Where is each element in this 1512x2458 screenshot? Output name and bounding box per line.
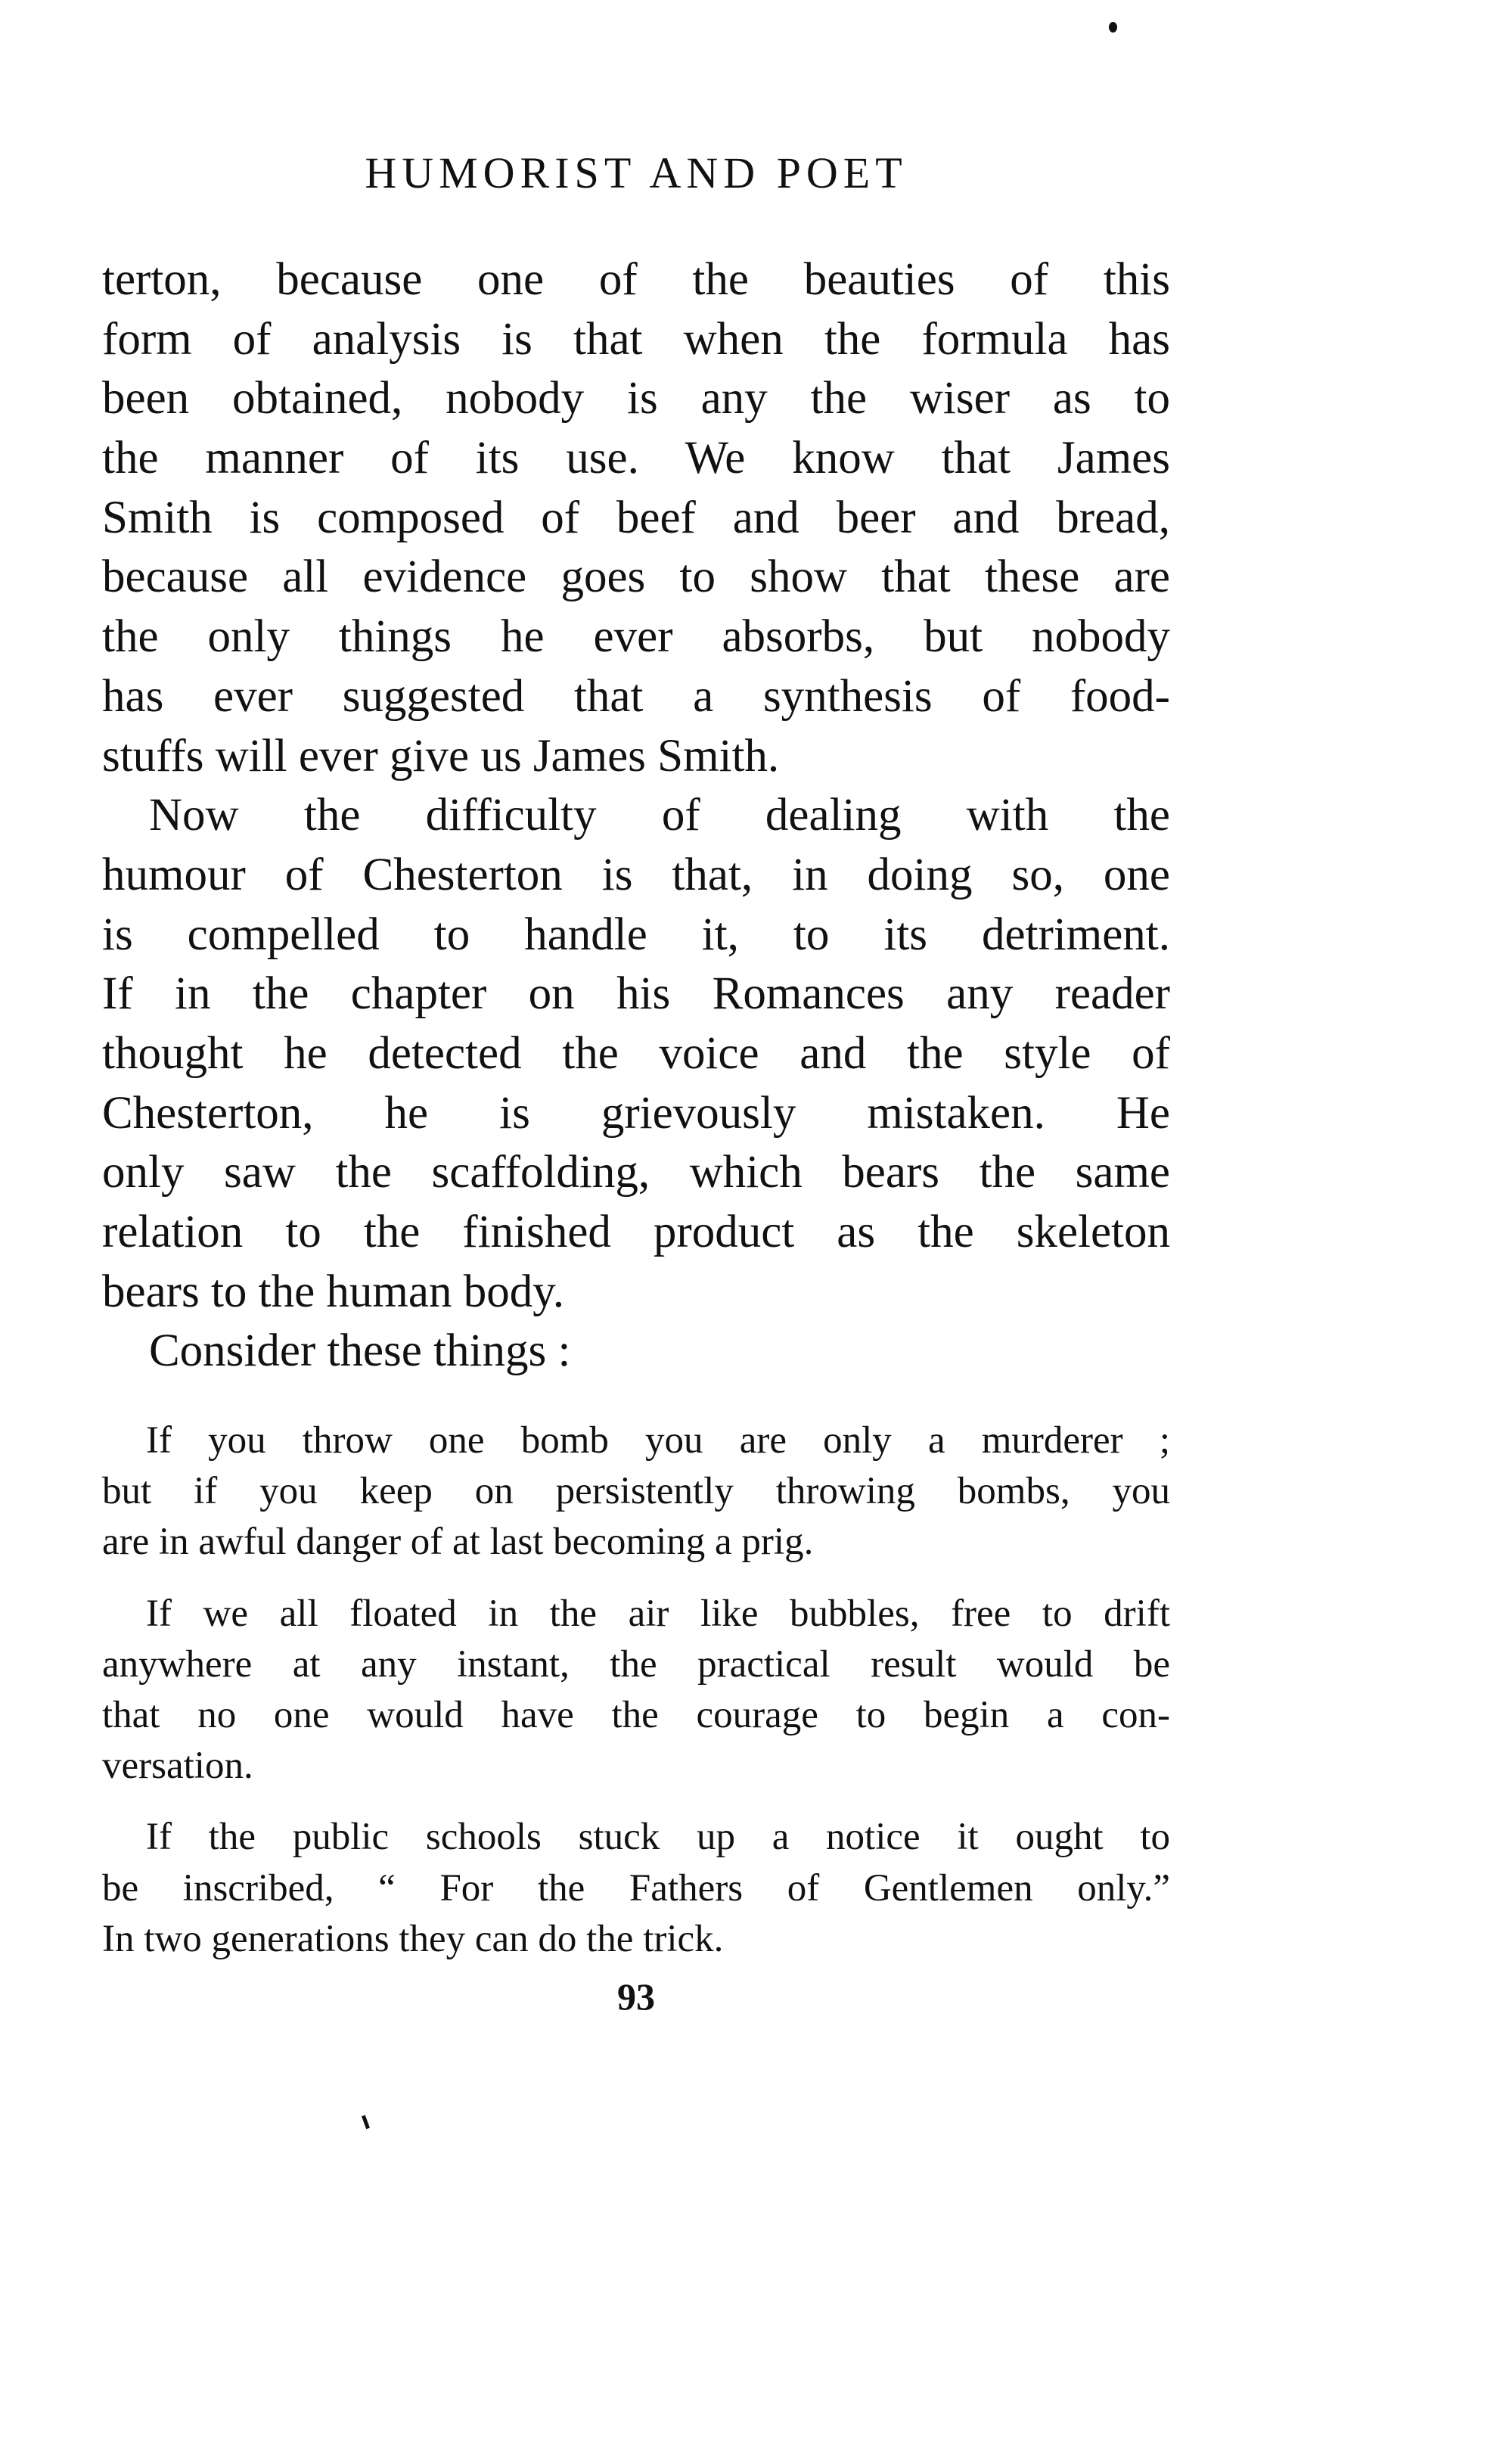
quote-line: versation. [102,1745,253,1788]
quotations [102,1415,1170,1985]
paragraph [102,786,1170,1322]
page-number: 93 [617,1975,655,2018]
text-line: If in the chapter on his Romances any reader [102,968,1170,1020]
text-line: humour of Chesterton is that, in doing so, one [102,849,1170,900]
text-line: been obtained, nobody is any the wiser as to [102,373,1170,424]
text-line: terton, because one of the beauties of this [102,254,1170,305]
text-line: is compelled to handle it, to its detriment. [102,909,1170,960]
quote-block [102,1812,1170,1965]
quote-line: If we all floated in the air like bubbles, free to drift [146,1592,1170,1635]
text-line: Smith is composed of beef and beer and bread, [102,492,1170,543]
ink-speck [362,2115,370,2130]
running-header: HUMORIST AND POET [365,148,908,197]
quote-line: If the public schools stuck up a notice it ought to [146,1816,1170,1859]
text-line: stuffs will ever give us James Smith. [102,730,780,782]
text-line: because all evidence goes to show that these are [102,552,1170,603]
quote-line: be inscribed, “ For the Fathers of Gentlemen only.” [102,1866,1170,1910]
text-line: only saw the scaffolding, which bears the same [102,1147,1170,1198]
text-line: has ever suggested that a synthesis of food- [102,670,1170,722]
quote-line: are in awful danger of at last becoming a prig. [102,1521,814,1564]
text-line: Consider these things : [149,1325,571,1377]
paragraph [102,1322,1170,1381]
text-line: Now the difficulty of dealing with the [149,790,1170,841]
text-line: relation to the finished product as the skeleton [102,1207,1170,1257]
text-line: Chesterton, he is grievously mistaken. He [102,1087,1170,1139]
body-text [102,250,1170,1381]
ink-speck [1109,22,1117,33]
paragraph [102,250,1170,786]
quote-line: In two generations they can do the trick. [102,1917,724,1960]
text-line: form of analysis is that when the formula has [102,313,1170,365]
text-line: the manner of its use. We know that James [102,433,1170,484]
text-line: bears to the human body. [102,1266,564,1317]
quote-line: that no one would have the courage to begin a con- [102,1693,1170,1736]
quote-line: anywhere at any instant, the practical result would be [102,1642,1170,1686]
text-line: the only things he ever absorbs, but nobody [102,611,1170,663]
quote-line: but if you keep on persistently throwing bombs, you [102,1470,1170,1513]
text-line: thought he detected the voice and the style of [102,1027,1170,1079]
quote-line: If you throw one bomb you are only a murderer ; [146,1419,1170,1462]
quote-block [102,1589,1170,1792]
quote-block [102,1415,1170,1568]
